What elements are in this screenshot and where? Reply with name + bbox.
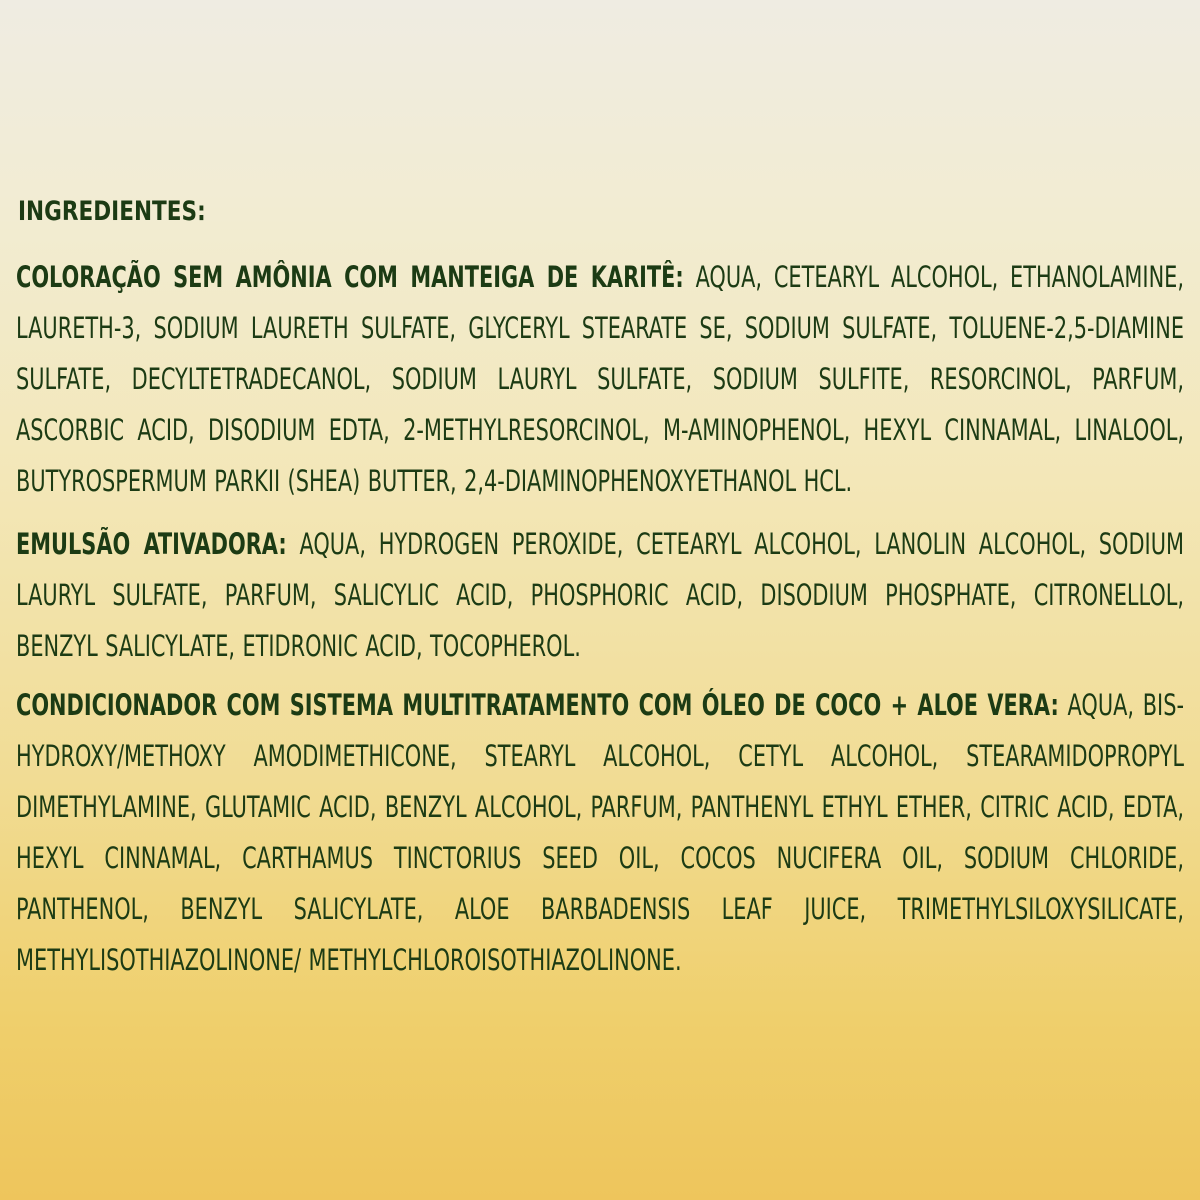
- section-label: COLORAÇÃO SEM AMÔNIA COM MANTEIGA DE KARITÊ:: [16, 260, 684, 294]
- ingredients-heading: INGREDIENTES:: [18, 196, 206, 227]
- section-label: CONDICIONADOR COM SISTEMA MULTITRATAMENTO COM ÓLEO DE COCO + ALOE VERA:: [16, 688, 1059, 722]
- section-emulsao: [16, 519, 1184, 672]
- section-ingredients: AQUA, HYDROGEN PEROXIDE, CETEARYL ALCOHOL, LANOLIN ALCOHOL, SODIUM LAURYL SULFATE, PARFUM, SALICYLIC ACID, PHOSPHORIC ACID, DISODIUM PHOSPHATE, CITRONELLOL, BENZYL SALICYLATE, ETIDRONIC ACID, TOCOPHEROL.: [16, 527, 1184, 663]
- section-condicionador: [16, 680, 1184, 986]
- section-ingredients: AQUA, BIS-HYDROXY/METHOXY AMODIMETHICONE, STEARYL ALCOHOL, CETYL ALCOHOL, STEARAMIDOPROPYL DIMETHYLAMINE, GLUTAMIC ACID, BENZYL ALCOHOL, PARFUM, PANTHENYL ETHYL ETHER, CITRIC ACID, EDTA, HEXYL CINNAMAL, CARTHAMUS TINCTORIUS SEED OIL, COCOS NUCIFERA OIL, SODIUM CHLORIDE, PANTHENOL, BENZYL SALICYLATE, ALOE BARBADENSIS LEAF JUICE, TRIMETHYLSILOXYSILICATE, METHYLISOTHIAZOLINONE/ METHYLCHLOROISOTHIAZOLINONE.: [16, 688, 1184, 977]
- section-coloracao: [16, 252, 1184, 507]
- section-label: EMULSÃO ATIVADORA:: [16, 527, 287, 561]
- section-ingredients: AQUA, CETEARYL ALCOHOL, ETHANOLAMINE, LAURETH-3, SODIUM LAURETH SULFATE, GLYCERYL STEARATE SE, SODIUM SULFATE, TOLUENE-2,5-DIAMINE SULFATE, DECYLTETRADECANOL, SODIUM LAURYL SULFATE, SODIUM SULFITE, RESORCINOL, PARFUM, ASCORBIC ACID, DISODIUM EDTA, 2-METHYLRESORCINOL, M-AMINOPHENOL, HEXYL CINNAMAL, LINALOOL, BUTYROSPERMUM PARKII (SHEA) BUTTER, 2,4-DIAMINOPHENOXYETHANOL HCL.: [16, 260, 1184, 498]
